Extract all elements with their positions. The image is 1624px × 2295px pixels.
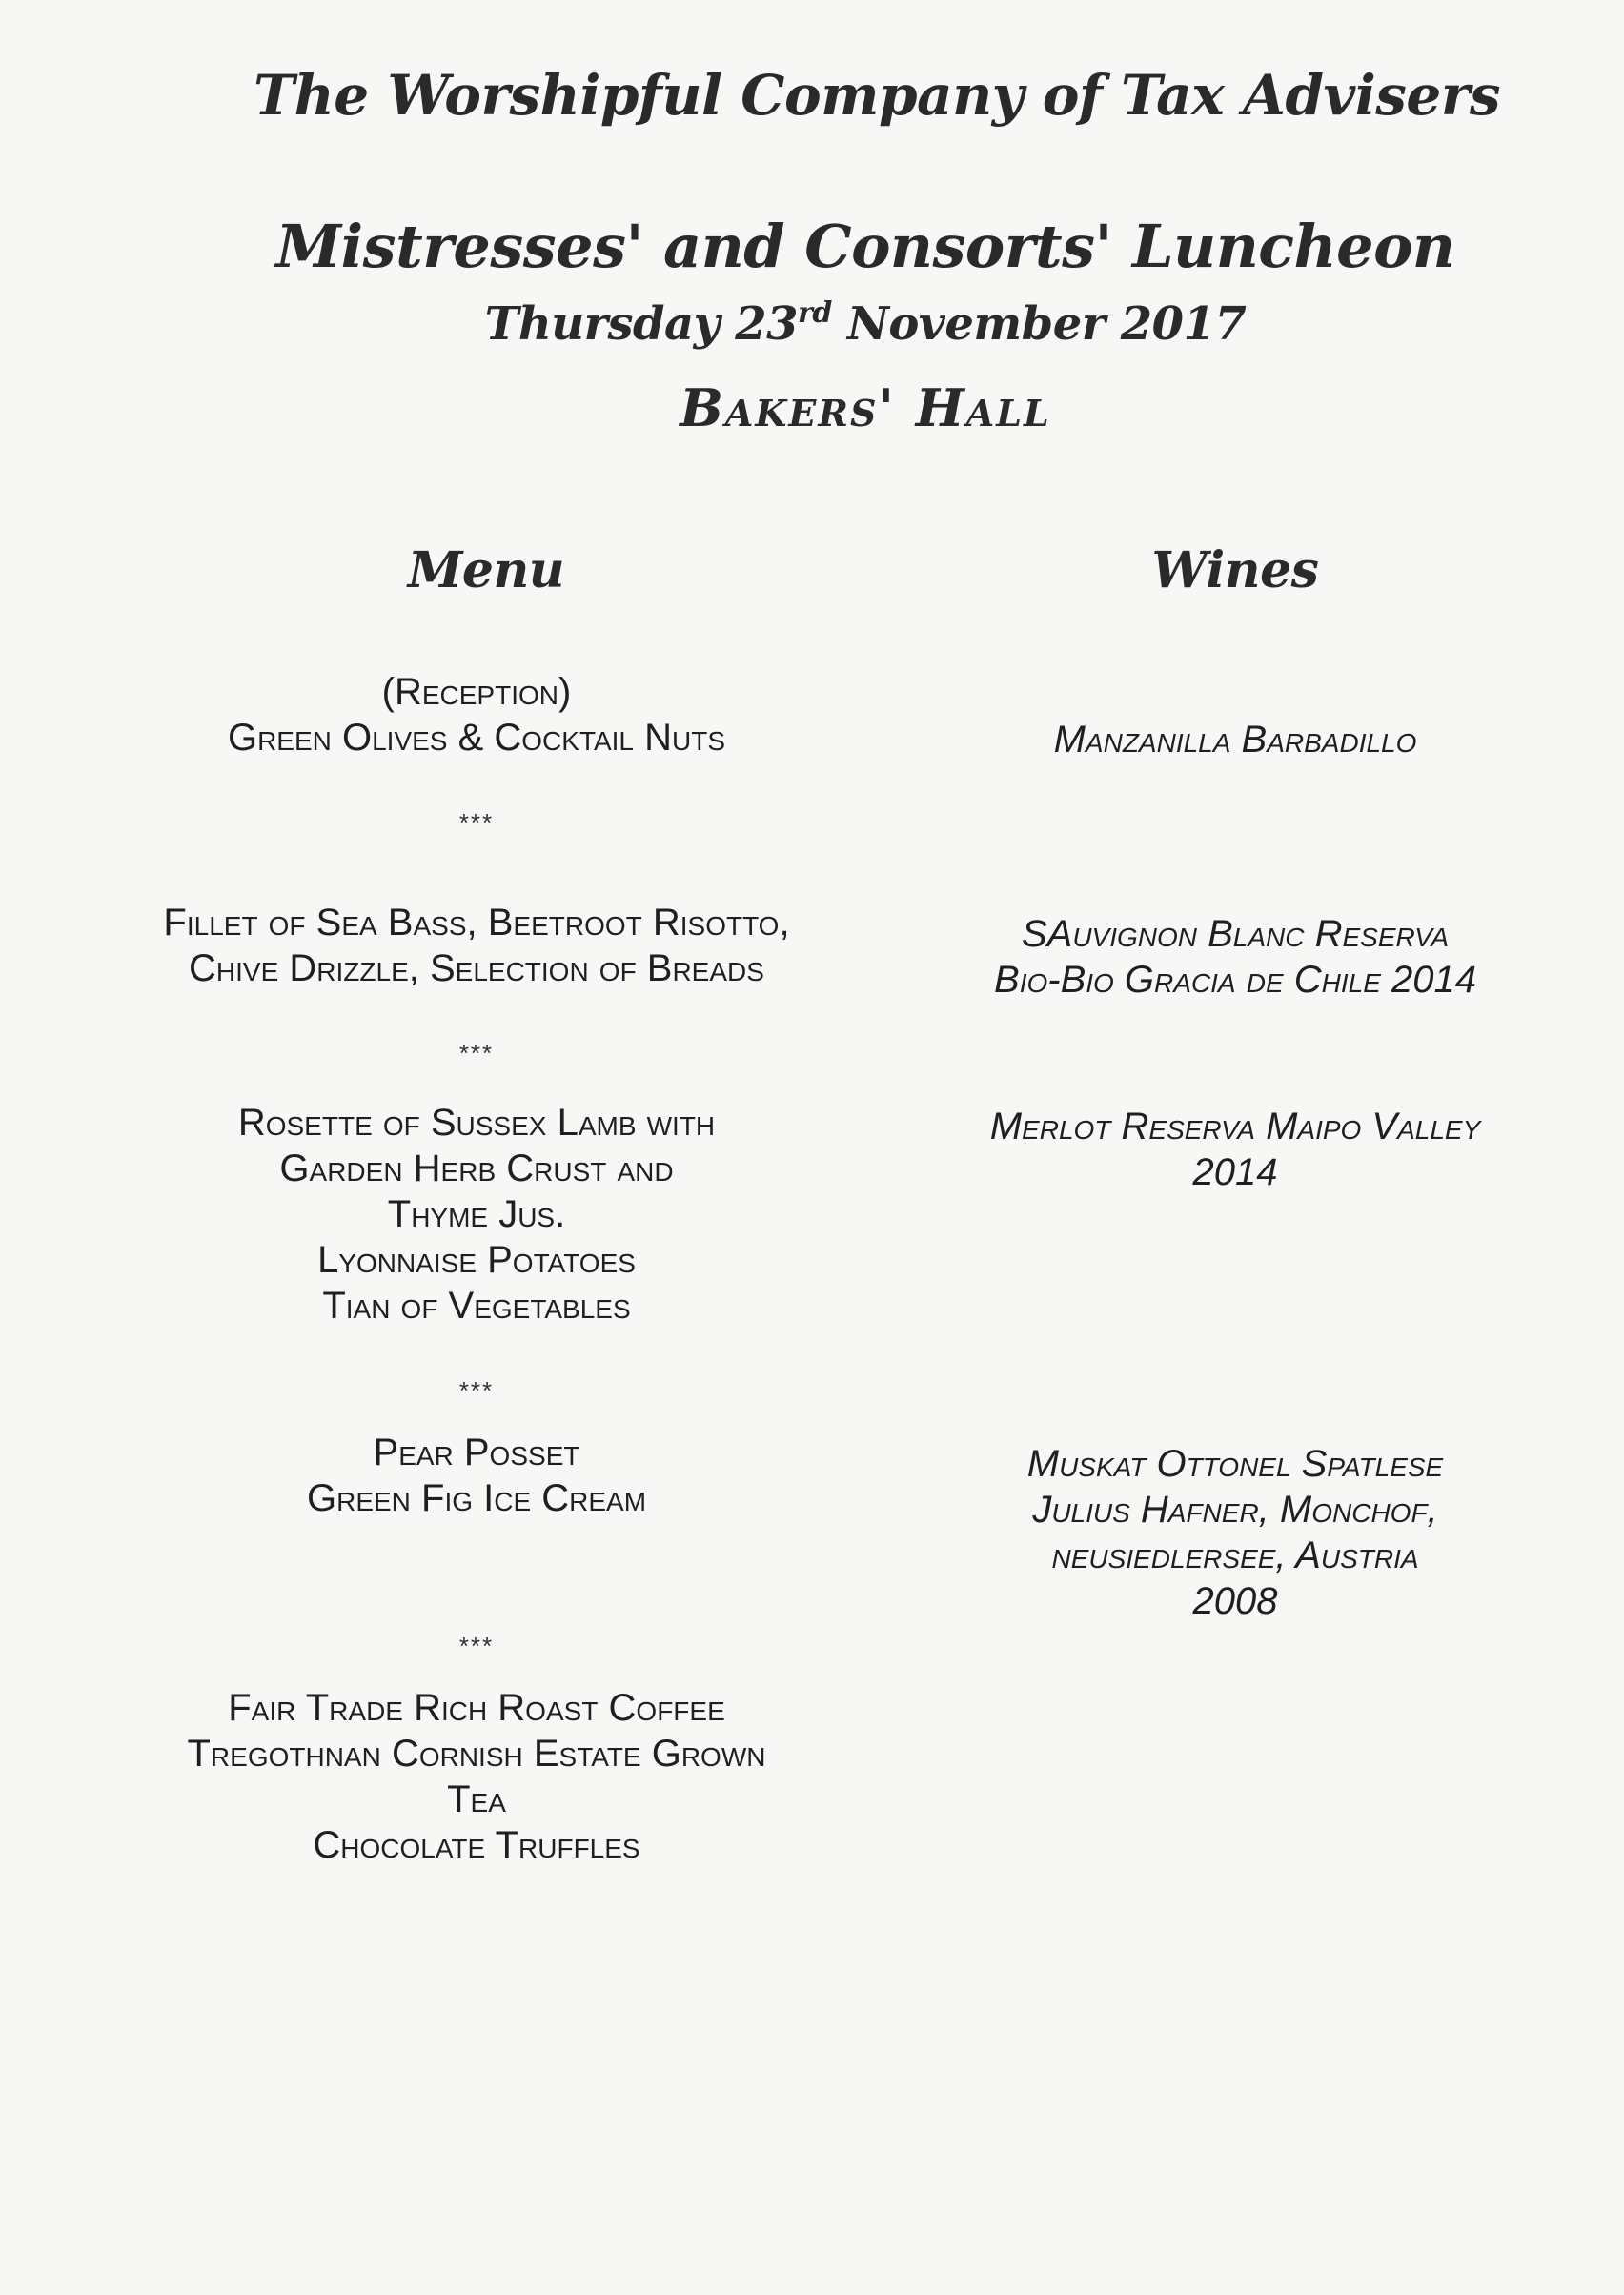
wine-line: Muskat Ottonel Spatlese xyxy=(1026,1443,1444,1485)
menu-line: (Reception) xyxy=(381,671,572,713)
menu-course-starter xyxy=(95,900,858,991)
menu-heading: Menu xyxy=(407,541,565,599)
menu-line: Garden Herb Crust and xyxy=(279,1148,674,1189)
menu-line: Fillet of Sea Bass, Beetroot Risotto, xyxy=(163,902,790,944)
wine-starter xyxy=(940,911,1531,1003)
menu-course-main xyxy=(95,1100,858,1329)
menu-course-coffee xyxy=(95,1685,858,1868)
wine-line: SAuvignon Blanc Reserva xyxy=(1021,913,1450,955)
menu-course-reception xyxy=(95,669,858,761)
course-separator: *** xyxy=(458,808,495,837)
event-title: Mistresses' and Consorts' Luncheon xyxy=(275,212,1455,281)
wine-line: Manzanilla Barbadillo xyxy=(1053,719,1417,761)
event-date xyxy=(133,297,1597,351)
menu-line: Tea xyxy=(447,1778,506,1820)
menu-line: Rosette of Sussex Lamb with xyxy=(237,1102,716,1144)
course-separator: *** xyxy=(458,1376,495,1405)
menu-line: Chive Drizzle, Selection of Breads xyxy=(189,947,764,989)
menu-line: Green Fig Ice Cream xyxy=(306,1477,647,1519)
menu-line: Thyme Jus. xyxy=(387,1193,566,1235)
menu-line: Green Olives & Cocktail Nuts xyxy=(227,717,726,759)
event-venue: Bakers' Hall xyxy=(680,377,1051,438)
wine-line: 2008 xyxy=(1192,1580,1278,1622)
menu-line: Tregothnan Cornish Estate Grown xyxy=(187,1733,766,1775)
menu-line: Fair Trade Rich Roast Coffee xyxy=(228,1687,725,1729)
organisation-title: The Worshipful Company of Tax Advisers xyxy=(253,63,1501,128)
event-date-ordinal: rd xyxy=(798,296,832,330)
wine-reception xyxy=(940,717,1531,762)
wines-heading: Wines xyxy=(1151,541,1319,599)
wine-line: Julius Hafner, Monchof, xyxy=(1032,1489,1438,1531)
menu-course-dessert xyxy=(95,1430,858,1521)
wine-line: Bio-Bio Gracia de Chile 2014 xyxy=(994,959,1476,1001)
menu-line: Lyonnaise Potatoes xyxy=(317,1239,636,1281)
menu-line: Chocolate Truffles xyxy=(313,1824,640,1866)
event-date-month-year: November 2017 xyxy=(831,297,1247,351)
wine-line: 2014 xyxy=(1192,1151,1278,1193)
wine-main xyxy=(940,1104,1531,1195)
wine-dessert xyxy=(940,1441,1531,1624)
course-separator: *** xyxy=(458,1039,495,1067)
menu-line: Pear Posset xyxy=(373,1432,580,1473)
course-separator: *** xyxy=(458,1632,495,1660)
wine-line: neusiedlersee, Austria xyxy=(1051,1534,1419,1576)
wine-line: Merlot Reserva Maipo Valley xyxy=(989,1106,1481,1148)
menu-line: Tian of Vegetables xyxy=(322,1285,631,1327)
event-date-day: Thursday 23 xyxy=(484,297,799,351)
